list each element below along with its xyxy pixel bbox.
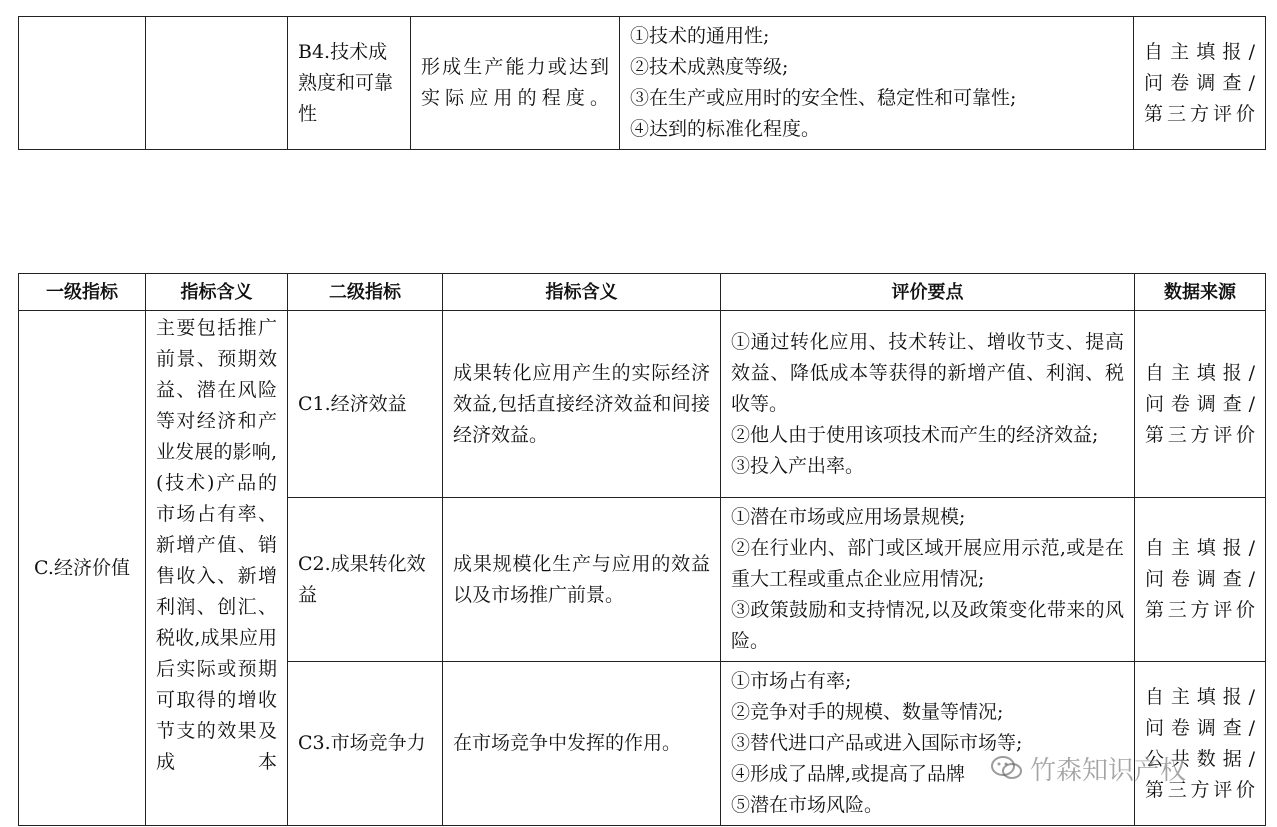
watermark	[990, 750, 1186, 789]
point-line: ③替代进口产品或进入国际市场等;	[731, 732, 1023, 754]
point-line: ①技术的通用性;	[630, 25, 770, 47]
source-line: 问卷调查/	[1145, 716, 1255, 739]
point-line: ⑤潜在市场风险。	[731, 794, 884, 816]
level2-cell: B4.技术成熟度和可靠性	[288, 17, 411, 150]
source-line: 第三方评价	[1145, 599, 1255, 621]
level2-cell: C3.市场竞争力	[288, 662, 443, 826]
point-line: ②竞争对手的规模、数量等情况;	[731, 701, 1004, 723]
source-cell	[1135, 311, 1266, 498]
level1-meaning-cell: 主要包括推广前景、预期效益、潜在风险等对经济和产业发展的影响,(技术)产品的市场占有率、新增产值、销售收入、新增利润、创汇、税收,成果应用后实际或预期可取得的增收节支的效果及成本	[146, 311, 288, 826]
source-line: 问卷调查/	[1144, 71, 1255, 94]
point-line: ④达到的标准化程度。	[630, 118, 821, 140]
header-source: 数据来源	[1135, 274, 1266, 311]
point-line: ④形成了品牌,或提高了品牌	[731, 763, 966, 785]
point-line: ③在生产或应用时的安全性、稳定性和可靠性;	[630, 87, 1017, 109]
points-cell	[721, 498, 1135, 662]
source-line: 问卷调查/	[1145, 392, 1255, 415]
source-line: 自主填报/	[1144, 40, 1255, 63]
meaning-cell: 在市场竞争中发挥的作用。	[443, 662, 721, 826]
point-line: ②他人由于使用该项技术而产生的经济效益;	[731, 423, 1099, 446]
point-line: ②技术成熟度等级;	[630, 56, 789, 78]
meaning-cell: 形成生产能力或达到实际应用的程度。	[411, 17, 620, 150]
source-cell	[1135, 662, 1266, 826]
watermark-text: 竹森知识产权	[1030, 756, 1187, 786]
source-line: 自主填报/	[1145, 685, 1255, 708]
header-level1: 一级指标	[19, 274, 146, 311]
point-line: ①潜在市场或应用场景规模;	[731, 506, 966, 528]
point-line: ③政策鼓励和支持情况,以及政策变化带来的风险。	[731, 599, 1124, 652]
source-line: 问卷调查/	[1145, 568, 1255, 590]
header-row	[19, 274, 1266, 311]
point-line: ②在行业内、部门或区域开展应用示范,或是在重大工程或重点企业应用情况;	[731, 537, 1124, 590]
wechat-icon	[990, 754, 1024, 789]
source-line: 第三方评价	[1145, 423, 1255, 446]
points-cell	[721, 662, 1135, 826]
source-line: 第三方评价	[1144, 102, 1255, 125]
level2-cell: C1.经济效益	[288, 311, 443, 498]
level2-cell: C2.成果转化效益	[288, 498, 443, 662]
header-meaning: 指标含义	[443, 274, 721, 311]
header-points: 评价要点	[721, 274, 1135, 311]
level1-meaning-cell	[146, 17, 288, 150]
point-line: ①通过转化应用、技术转让、增收节支、提高效益、降低成本等获得的新增产值、利润、税收等。	[731, 330, 1124, 415]
source-line: 自主填报/	[1145, 361, 1255, 384]
main-table	[18, 273, 1266, 826]
level1-cell: C.经济价值	[19, 311, 146, 826]
table-row	[19, 311, 1266, 498]
header-level2: 二级指标	[288, 274, 443, 311]
source-cell	[1135, 498, 1266, 662]
header-level1-meaning: 指标含义	[146, 274, 288, 311]
point-line: ①市场占有率;	[731, 670, 852, 692]
level1-cell	[19, 17, 146, 150]
source-line: 公共数据/	[1145, 747, 1255, 770]
points-cell	[721, 311, 1135, 498]
source-line: 自主填报/	[1145, 537, 1255, 559]
source-cell	[1134, 17, 1266, 150]
table-row	[19, 17, 1266, 150]
top-table	[18, 16, 1266, 150]
meaning-cell: 成果规模化生产与应用的效益以及市场推广前景。	[443, 498, 721, 662]
points-cell	[620, 17, 1134, 150]
meaning-cell: 成果转化应用产生的实际经济效益,包括直接经济效益和间接经济效益。	[443, 311, 721, 498]
source-line: 第三方评价	[1145, 778, 1255, 801]
point-line: ③投入产出率。	[731, 454, 865, 477]
